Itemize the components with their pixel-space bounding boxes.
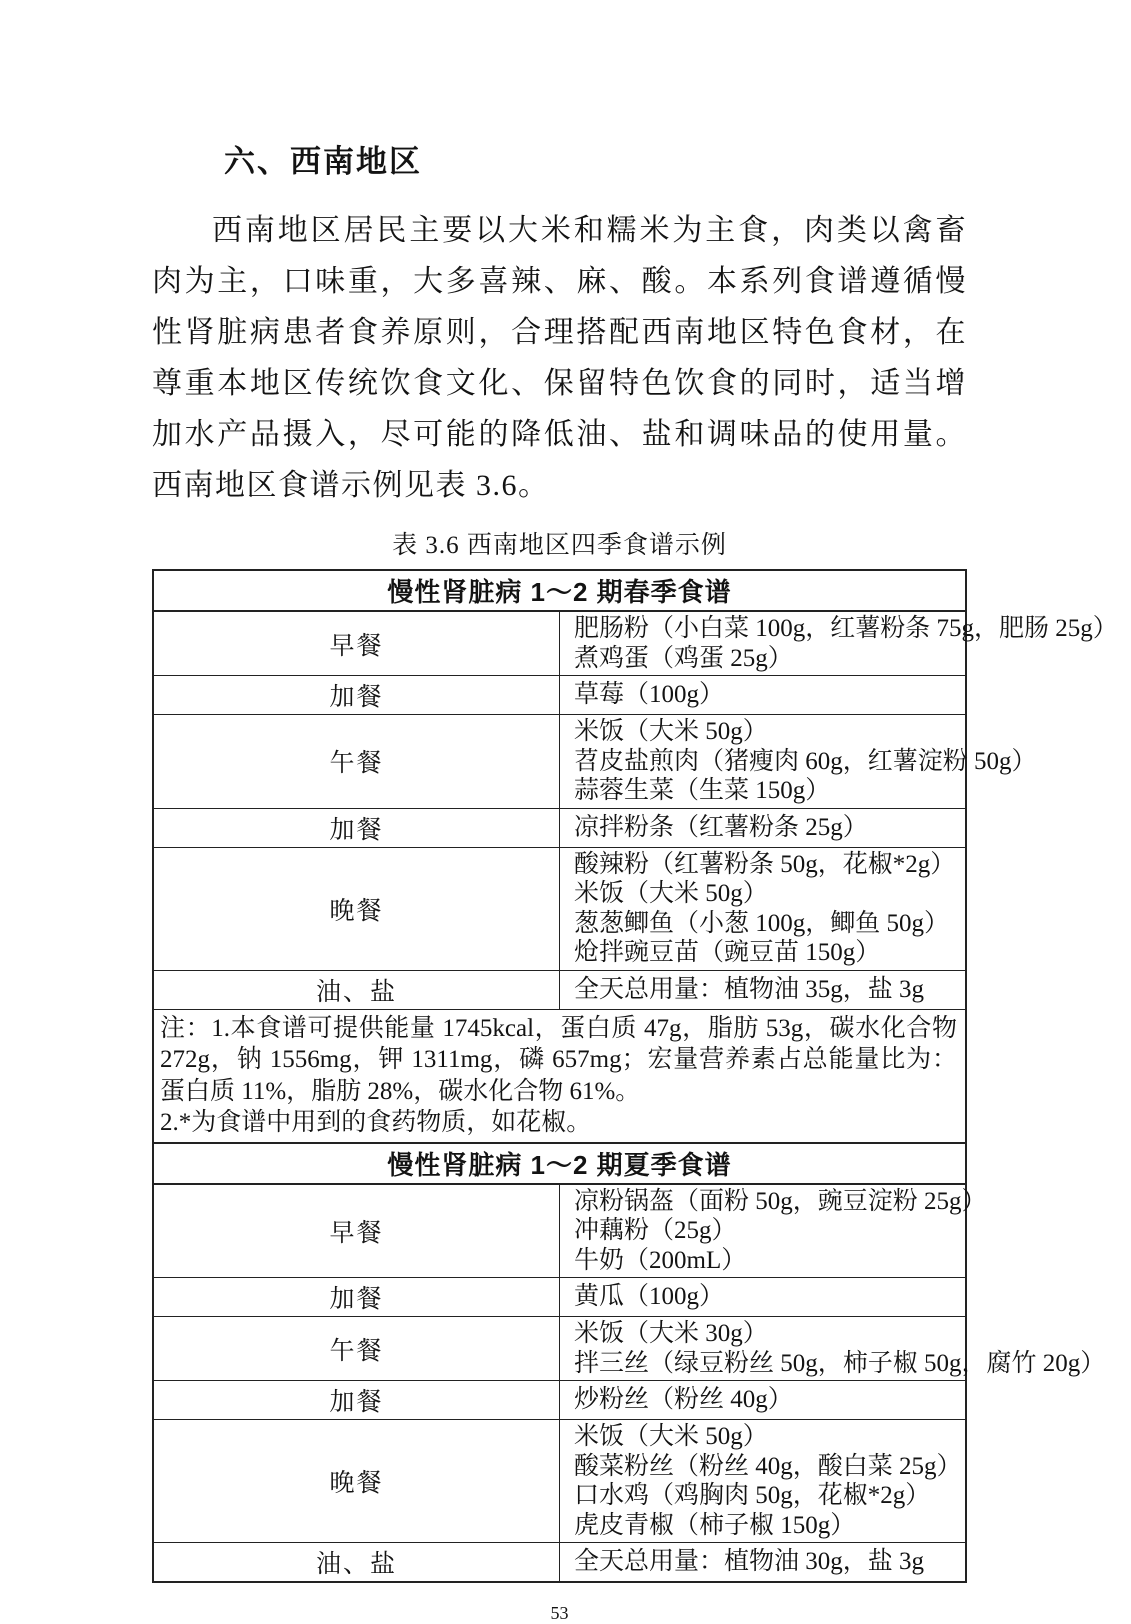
meal-item: 炝拌豌豆苗（豌豆苗 150g） <box>574 939 881 966</box>
meal-items <box>560 970 967 1009</box>
table-caption: 表 3.6 西南地区四季食谱示例 <box>392 532 727 559</box>
meal-label: 晚餐 <box>153 847 560 970</box>
meal-label: 午餐 <box>153 715 560 809</box>
table-row <box>153 847 966 970</box>
meal-item: 黄瓜（100g） <box>574 1283 725 1311</box>
table-row <box>153 970 966 1009</box>
meal-item: 全天总用量：植物油 35g，盐 3g <box>574 975 925 1003</box>
meal-item: 米饭（大米 50g） <box>574 880 768 907</box>
meal-item: 米饭（大米 50g） <box>574 1423 768 1450</box>
page-number: 53 <box>550 1603 569 1623</box>
table-row <box>153 1278 966 1317</box>
note-row <box>153 1009 966 1143</box>
note-line: 2.*为食谱中用到的食药物质，如花椒。 <box>160 1109 592 1136</box>
section-heading: 六、西南地区 <box>224 144 422 179</box>
meal-label: 晚餐 <box>153 1420 560 1543</box>
table-row <box>153 676 966 715</box>
meal-item: 凉粉锅盔（面粉 50g，豌豆淀粉 25g） <box>574 1187 987 1215</box>
table-row <box>153 1184 966 1278</box>
meal-items <box>560 1381 967 1420</box>
spring-note <box>153 1009 966 1143</box>
meal-label: 早餐 <box>153 1184 560 1278</box>
meal-item: 口水鸡（鸡胸肉 50g，花椒*2g） <box>574 1482 931 1509</box>
meal-item: 凉拌粉条（红薯粉条 25g） <box>574 813 868 841</box>
meal-item: 酸辣粉（红薯粉条 50g，花椒*2g） <box>574 850 956 878</box>
note-line: 注：1.本食谱可提供能量 1745kcal，蛋白质 47g，脂肪 53g，碳水化合物 272g，钠 1556mg，钾 1311mg，磷 657mg；宏量营养素占总能量比为：蛋白质 11%，脂肪 28%，碳水化合物 61%。 <box>160 1014 957 1105</box>
table-row <box>153 1381 966 1420</box>
meal-items <box>560 1278 967 1317</box>
table-row <box>153 1543 966 1583</box>
meal-item: 煮鸡蛋（鸡蛋 25g） <box>574 644 793 672</box>
meal-items <box>560 847 967 970</box>
meal-items <box>560 1543 967 1583</box>
meal-item: 虎皮青椒（柿子椒 150g） <box>574 1511 856 1539</box>
meal-item: 苕皮盐煎肉（猪瘦肉 60g，红薯淀粉 50g） <box>574 747 1037 775</box>
summer-section-header: 慢性肾脏病 1～2 期夏季食谱 <box>153 1143 966 1184</box>
meal-items <box>560 1420 967 1543</box>
meal-item: 肥肠粉（小白菜 100g，红薯粉条 75g，肥肠 25g） <box>574 615 1118 642</box>
meal-item: 酸菜粉丝（粉丝 40g，酸白菜 25g） <box>574 1452 962 1480</box>
meal-label: 加餐 <box>153 1381 560 1420</box>
meal-items <box>560 715 1037 809</box>
meal-items <box>560 676 967 715</box>
meal-items <box>560 611 1118 676</box>
meal-label: 加餐 <box>153 676 560 715</box>
meal-items <box>560 808 967 847</box>
meal-item: 米饭（大米 30g） <box>574 1320 768 1347</box>
meal-item: 葱葱鲫鱼（小葱 100g，鲫鱼 50g） <box>574 909 950 937</box>
table-row <box>153 715 966 809</box>
meal-label: 油、盐 <box>153 970 560 1009</box>
summer-header-row <box>153 1143 966 1184</box>
meal-items <box>560 1317 1106 1381</box>
meal-item: 米饭（大米 50g） <box>574 718 768 745</box>
meal-label: 早餐 <box>153 611 560 676</box>
meal-item: 蒜蓉生菜（生菜 150g） <box>574 777 831 804</box>
meal-label: 加餐 <box>153 808 560 847</box>
meal-item: 拌三丝（绿豆粉丝 50g，柿子椒 50g，腐竹 20g） <box>574 1349 1106 1377</box>
meal-item: 草莓（100g） <box>574 681 725 709</box>
meal-item: 冲藕粉（25g） <box>574 1217 737 1244</box>
meal-item: 牛奶（200mL） <box>574 1246 747 1274</box>
table-row <box>153 808 966 847</box>
meal-label: 油、盐 <box>153 1543 560 1583</box>
table-row <box>153 1420 966 1543</box>
intro-paragraph: 西南地区居民主要以大米和糯米为主食，肉类以禽畜肉为主，口味重，大多喜辣、麻、酸。本系列食谱遵循慢性肾脏病患者食养原则，合理搭配西南地区特色食材，在尊重本地区传统饮食文化、保留特色饮食的同时，适当增加水产品摄入，尽可能的降低油、盐和调味品的使用量。西南地区食谱示例见表 3.6。 <box>152 214 967 502</box>
table-row <box>153 1317 966 1381</box>
meal-label: 加餐 <box>153 1278 560 1317</box>
meal-items <box>560 1184 987 1278</box>
meal-label: 午餐 <box>153 1317 560 1381</box>
recipe-table <box>152 569 1118 1583</box>
table-row <box>153 611 966 676</box>
spring-section-header: 慢性肾脏病 1～2 期春季食谱 <box>153 570 966 611</box>
spring-header-row <box>153 570 966 611</box>
meal-item: 全天总用量：植物油 30g，盐 3g <box>574 1548 925 1576</box>
meal-item: 炒粉丝（粉丝 40g） <box>574 1386 793 1414</box>
